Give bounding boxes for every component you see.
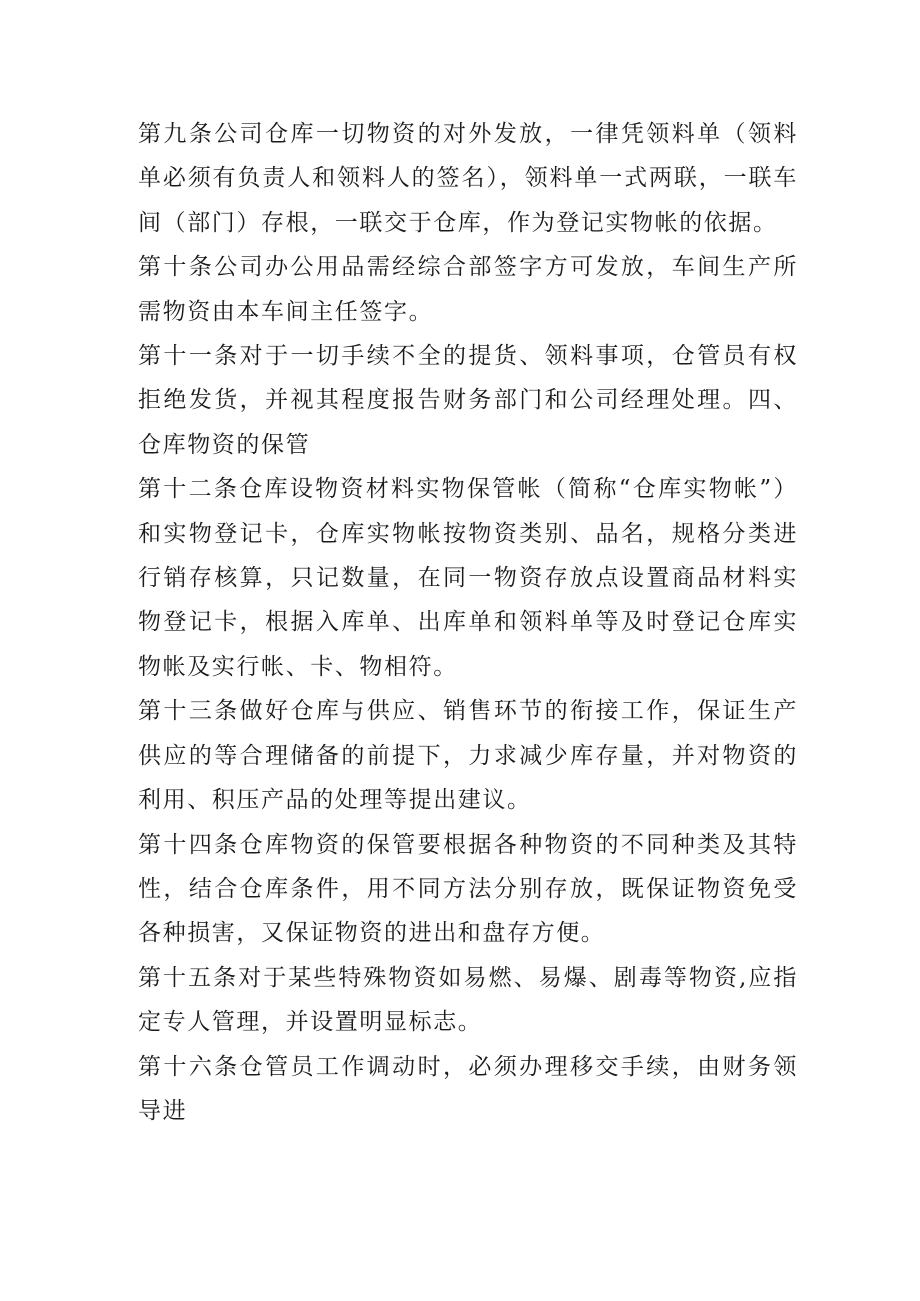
article-10-paragraph: 第十条公司办公用品需经综合部签字方可发放，车间生产所需物资由本车间主任签字。 — [138, 254, 798, 325]
document-body — [138, 112, 798, 1133]
article-15-paragraph: 第十五条对于某些特殊物资如易燃、易爆、剧毒等物资,应指定专人管理，并设置明显标志。 — [138, 964, 798, 1036]
article-9-paragraph: 第九条公司仓库一切物资的对外发放，一律凭领料单（领料单必须有负责人和领料人的签名），领料单一式两联，一联车间（部门）存根，一联交于仓库，作为登记实物帐的依据。 — [138, 121, 798, 236]
article-14-paragraph: 第十四条仓库物资的保管要根据各种物资的不同种类及其特性，结合仓库条件，用不同方法分别存放，既保证物资免受各种损害，又保证物资的进出和盘存方便。 — [138, 831, 798, 947]
article-13-paragraph: 第十三条做好仓库与供应、销售环节的衔接工作，保证生产供应的等合理储备的前提下，力求减少库存量，并对物资的利用、积压产品的处理等提出建议。 — [138, 698, 798, 814]
article-11-paragraph: 第十一条对于一切手续不全的提货、领料事项，仓管员有权拒绝发货，并视其程度报告财务部门和公司经理处理。四、仓库物资的保管 — [138, 343, 798, 458]
article-12-paragraph: 第十二条仓库设物资材料实物保管帐（简称“仓库实物帐”）和实物登记卡，仓库实物帐按物资类别、品名，规格分类进行销存核算，只记数量，在同一物资存放点设置商品材料实物登记卡，根据入库单、出库单和领料单等及时登记仓库实物帐及实行帐、卡、物相符。 — [138, 476, 798, 680]
article-16-paragraph: 第十六条仓管员工作调动时，必须办理移交手续，由财务领导进 — [138, 1053, 798, 1124]
